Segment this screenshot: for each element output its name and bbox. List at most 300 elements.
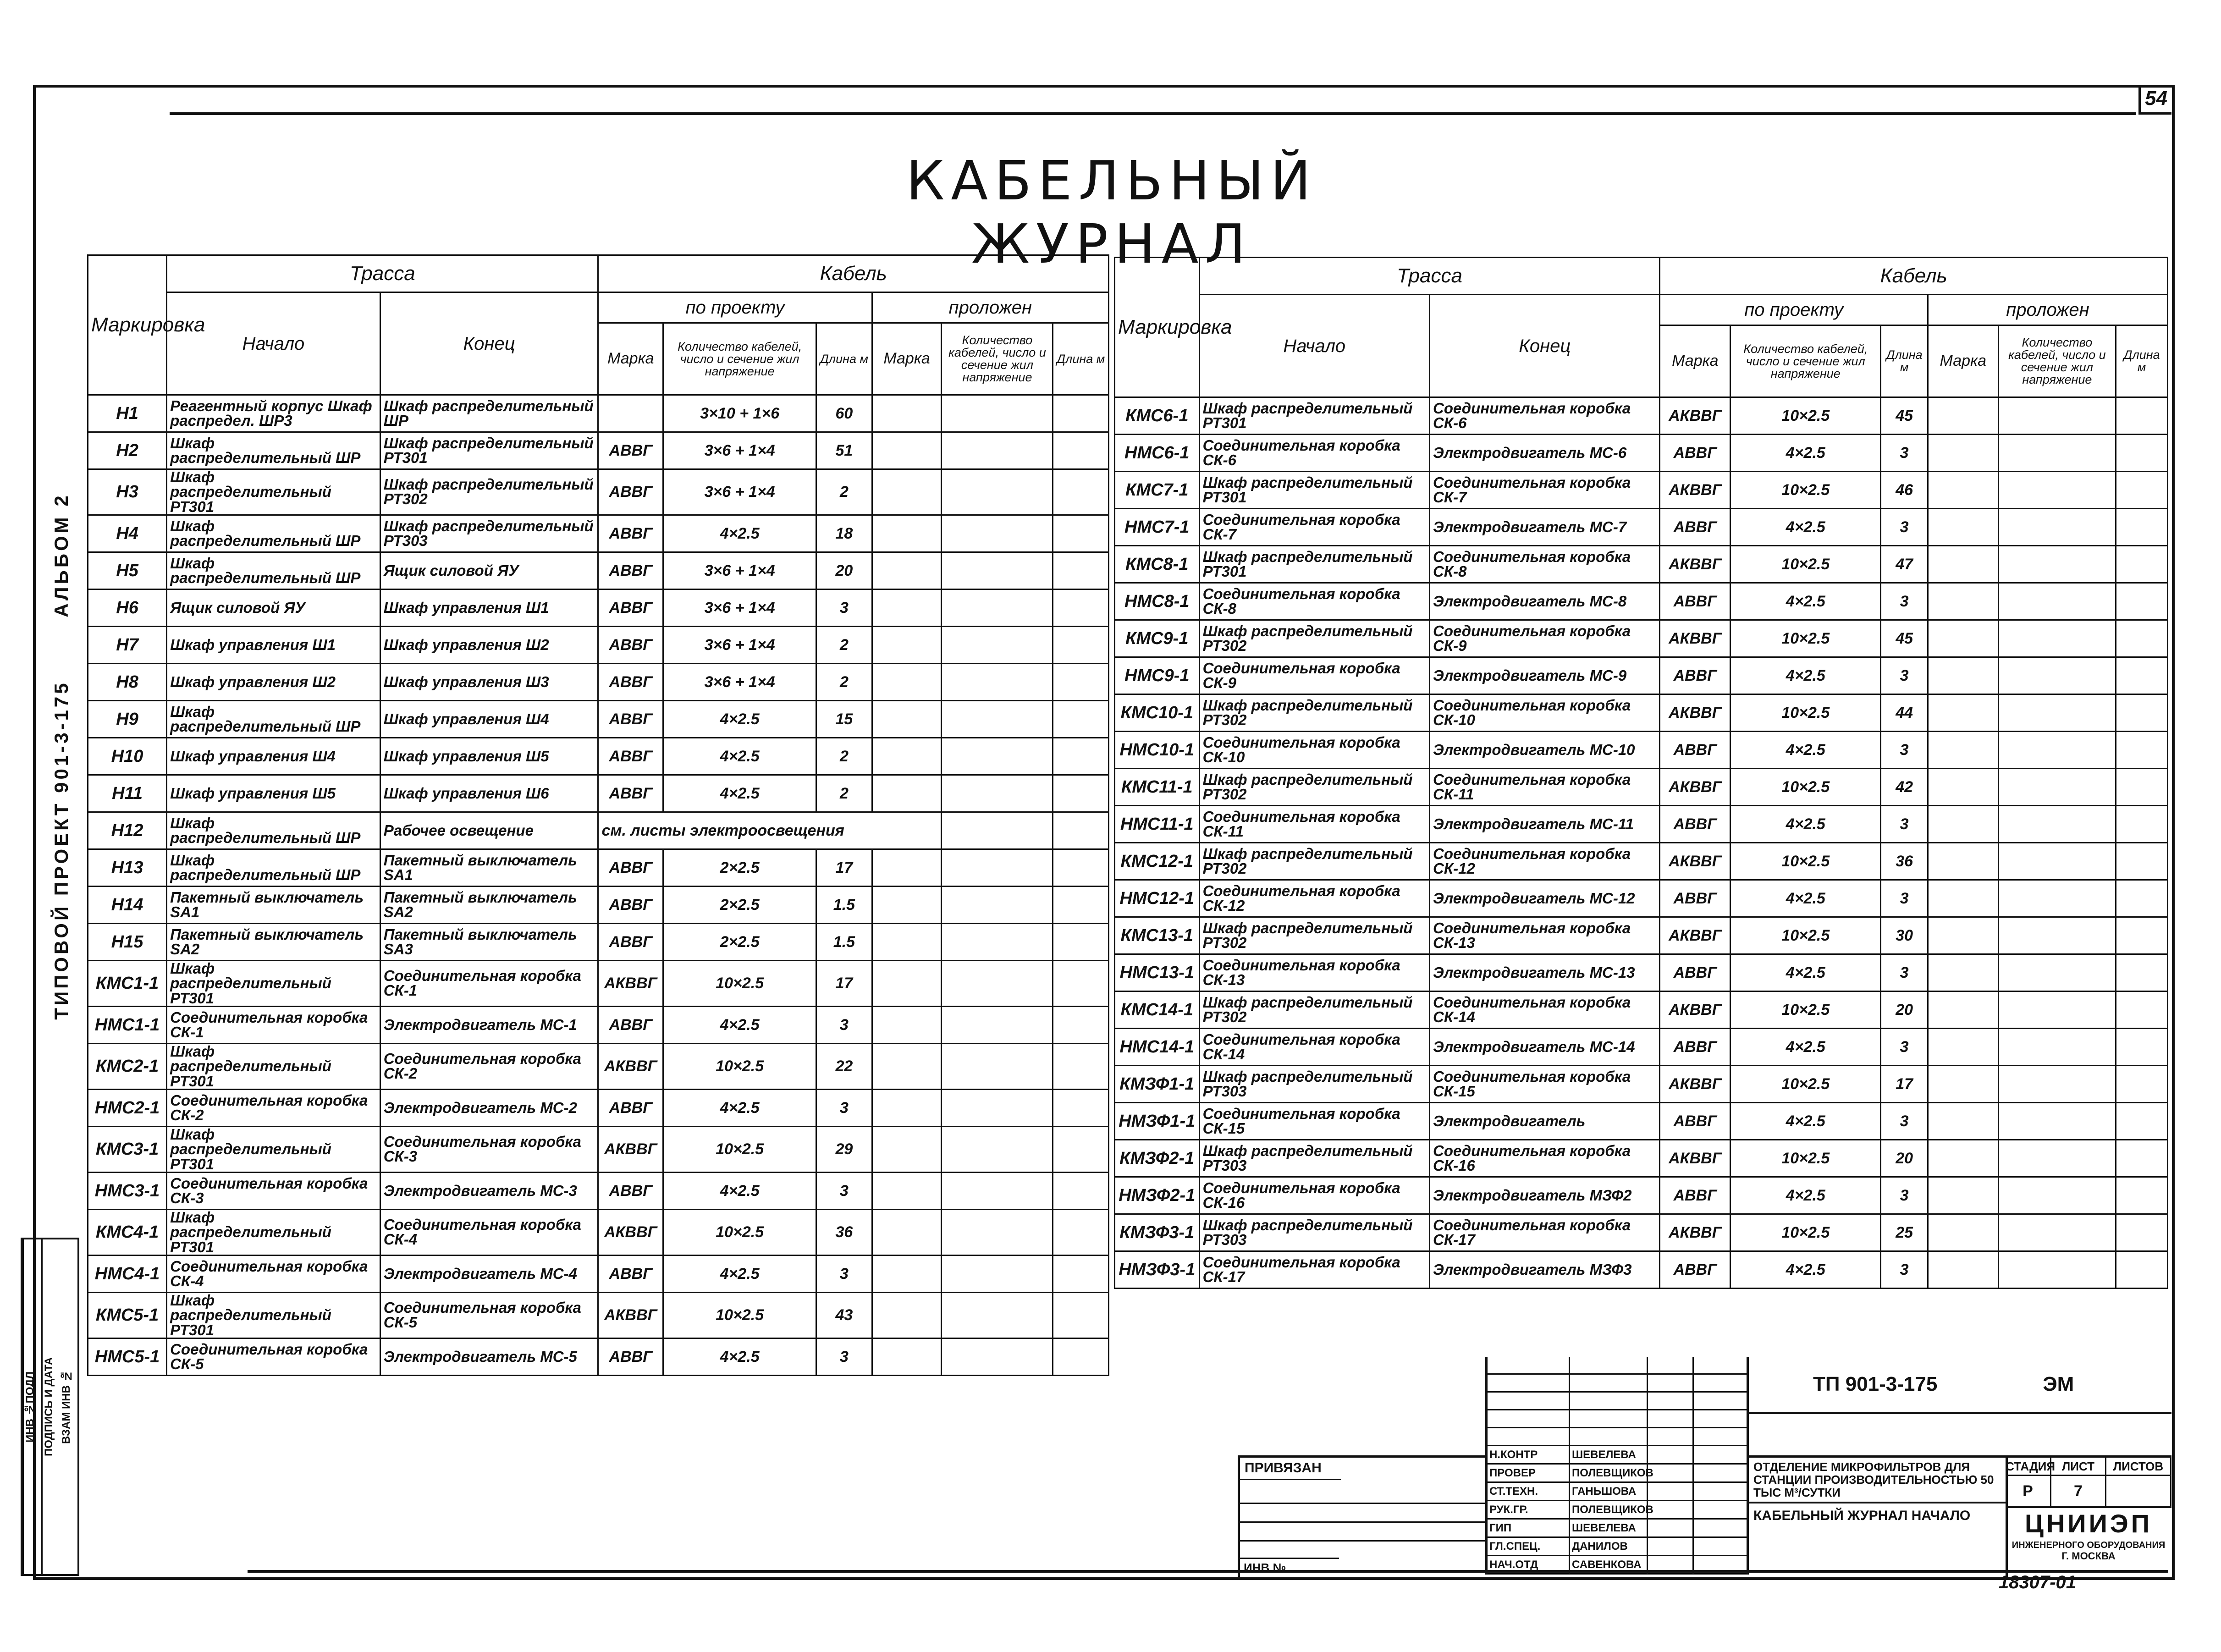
cell-cores-laid [942,515,1053,552]
cell-mark: АВВГ [1660,583,1731,620]
header-end-r: Конец [1430,295,1660,397]
cell-mark: АВВГ [598,663,663,700]
cell-start: Соединительная коробка СК-8 [1199,583,1429,620]
table-row [88,395,1109,432]
inventory-number: 18307-01 [1999,1572,2077,1592]
cell-marking: КМС1-1 [88,960,167,1006]
cell-length: 3 [816,1255,872,1292]
cell-end: Электродвигатель МС-3 [380,1172,598,1209]
cell-cores-laid [1998,880,2116,917]
sheets-label: ЛИСТОВ [2106,1458,2171,1476]
cell-cores: 4×2.5 [1731,880,1881,917]
header-cores-laid: Количество кабелей, число и сечение жил напряжение [942,323,1053,395]
table-row [1115,435,2168,472]
cell-mark-laid [872,775,942,812]
cell-length: 51 [816,432,872,469]
header-by-project-r: по проекту [1660,295,1928,325]
project-code: ТП 901-3-175 [1813,1373,1938,1395]
cell-mark: АВВГ [598,738,663,775]
cell-cores-laid [942,469,1053,515]
cell-start: Шкаф управления Ш1 [167,626,380,663]
cell-length: 42 [1881,769,1928,806]
cell-length-laid [2116,806,2168,843]
cell-length: 2 [816,775,872,812]
cell-length: 17 [816,849,872,886]
cell-cores-laid [942,700,1053,738]
cell-end: Электродвигатель МС-4 [380,1255,598,1292]
cell-start: Шкаф распределительный ШР [167,515,380,552]
cell-start: Соединительная коробка СК-4 [167,1255,380,1292]
cell-mark-laid [872,663,942,700]
cell-start: Соединительная коробка СК-12 [1199,880,1429,917]
cell-marking: КМЗФ3-1 [1115,1214,1200,1251]
table-row [1115,472,2168,509]
header-laid-r: проложен [1928,295,2167,325]
cell-length-laid [1053,812,1109,849]
cell-mark: АВВГ [598,1255,663,1292]
cell-marking: НМС3-1 [88,1172,167,1209]
cell-end: Соединительная коробка СК-3 [380,1126,598,1172]
cable-journal-table-right [1114,257,2168,1289]
cell-mark: АКВВГ [1660,1066,1731,1103]
cell-cores-laid [942,589,1053,626]
table-row [1115,843,2168,880]
cell-cores-laid [1998,694,2116,732]
table-row [1115,620,2168,657]
cell-end: Соединительная коробка СК-2 [380,1043,598,1089]
side-album: АЛЬБОМ 2 [50,493,72,617]
cell-cores: 4×2.5 [1731,1251,1881,1289]
cell-length: 60 [816,395,872,432]
binding-lines [1240,1485,1488,1558]
table-row [1115,583,2168,620]
cell-marking: Н6 [88,589,167,626]
cell-mark: АКВВГ [1660,843,1731,880]
table-row [1115,1103,2168,1140]
header-mark: Марка [598,323,663,395]
cell-length: 3 [1881,1177,1928,1214]
header-start-r: Начало [1199,295,1429,397]
cell-cores-laid [1998,954,2116,991]
cell-length-laid [1053,1043,1109,1089]
cell-length: 3 [816,1089,872,1126]
cell-length-laid [1053,432,1109,469]
organization-name: ЦНИИЭП [2025,1509,2152,1538]
sheet-value: 7 [2051,1476,2106,1508]
cell-mark-laid [1928,917,1998,954]
cell-length: 3 [1881,435,1928,472]
cell-length-laid [2116,954,2168,991]
cell-marking: Н14 [88,886,167,923]
cell-cores-laid [1998,1140,2116,1177]
strip-replace-inv: ВЗАМ ИНВ № [60,1370,72,1444]
cell-mark-laid [872,1255,942,1292]
cell-length: 3 [1881,1029,1928,1066]
organization-city: Г. МОСКВА [2061,1550,2116,1562]
role-2: СТ.ТЕХН. [1488,1483,1570,1501]
cell-cores-laid [942,1255,1053,1292]
cell-cores: 4×2.5 [1731,657,1881,694]
cell-start: Ящик силовой ЯУ [167,589,380,626]
cable-journal-table-left [87,254,1109,1376]
cell-length-laid [1053,1292,1109,1338]
cell-cores: 4×2.5 [1731,509,1881,546]
header-trassa-r: Трасса [1199,258,1660,295]
cell-end: Электродвигатель МС-10 [1430,732,1660,769]
cell-length: 17 [1881,1066,1928,1103]
cell-mark-laid [1928,620,1998,657]
role-0: Н.КОНТР [1488,1446,1570,1465]
cell-marking: НМС6-1 [1115,435,1200,472]
cell-cores-laid [1998,991,2116,1029]
cell-mark-laid [1928,397,1998,435]
cell-mark: АКВВГ [598,960,663,1006]
cell-length: 36 [816,1209,872,1255]
cell-end: Соединительная коробка СК-8 [1430,546,1660,583]
cell-length-laid [2116,880,2168,917]
sheet-label: ЛИСТ [2051,1458,2106,1476]
cell-cores: 3×6 + 1×4 [663,469,816,515]
cell-cores: 4×2.5 [1731,1177,1881,1214]
table-row [1115,1066,2168,1103]
cell-cores-laid [942,738,1053,775]
cell-marking: Н8 [88,663,167,700]
cell-length: 44 [1881,694,1928,732]
cell-marking: НМС11-1 [1115,806,1200,843]
cell-length: 3 [1881,1251,1928,1289]
cell-mark: АВВГ [598,1006,663,1043]
signature-6 [1648,1556,1694,1575]
cell-cores-laid [1998,1251,2116,1289]
cell-length: 18 [816,515,872,552]
cell-end: Шкаф управления Ш3 [380,663,598,700]
cell-mark: АКВВГ [1660,1140,1731,1177]
cell-length: 46 [1881,472,1928,509]
cell-cores: 10×2.5 [1731,1214,1881,1251]
cell-start: Шкаф распределительный ШР [167,700,380,738]
cell-start: Шкаф распределительный РТ303 [1199,1066,1429,1103]
cell-marking: НМС1-1 [88,1006,167,1043]
role-4: ГИП [1488,1520,1570,1538]
organization-sub: ИНЖЕНЕРНОГО ОБОРУДОВАНИЯ [2012,1540,2166,1550]
cell-end: Шкаф распределительный РТ303 [380,515,598,552]
cell-mark: АКВВГ [1660,472,1731,509]
cell-length-laid [2116,1140,2168,1177]
cell-length: 3 [1881,732,1928,769]
cell-start: Шкаф управления Ш4 [167,738,380,775]
cell-cores: 10×2.5 [1731,694,1881,732]
table-row [88,700,1109,738]
cell-mark-laid [872,589,942,626]
cell-end: Соединительная коробка СК-12 [1430,843,1660,880]
cell-length: 25 [1881,1214,1928,1251]
cell-mark-laid [872,1172,942,1209]
cell-cores: 3×6 + 1×4 [663,663,816,700]
header-kabel-r: Кабель [1660,258,2168,295]
cell-marking: КМС14-1 [1115,991,1200,1029]
cell-marking: НМС14-1 [1115,1029,1200,1066]
cell-end: Соединительная коробка СК-9 [1430,620,1660,657]
cell-mark-laid [1928,472,1998,509]
cell-length-laid [1053,775,1109,812]
cell-mark-laid [1928,769,1998,806]
cell-mark: АВВГ [1660,1103,1731,1140]
cell-cores-laid [1998,435,2116,472]
cell-end: Электродвигатель МС-1 [380,1006,598,1043]
cell-marking: Н12 [88,812,167,849]
cell-cores-laid [1998,769,2116,806]
table-row [1115,1214,2168,1251]
cell-cores-laid [1998,843,2116,880]
cell-start: Шкаф распределительный РТ303 [1199,1140,1429,1177]
cell-mark-laid [1928,1251,1998,1289]
cell-length-laid [1053,589,1109,626]
cell-end: Электродвигатель МС-11 [1430,806,1660,843]
cell-end: Электродвигатель МС-9 [1430,657,1660,694]
top-rule [170,112,2136,115]
cell-cores: 4×2.5 [663,1172,816,1209]
cell-length-laid [2116,1066,2168,1103]
cell-end: Электродвигатель МЗФ3 [1430,1251,1660,1289]
table-row [1115,880,2168,917]
cell-length: 3 [1881,1103,1928,1140]
cell-length-laid [1053,923,1109,960]
cell-mark: АВВГ [598,589,663,626]
organization-box [2006,1506,2171,1576]
table-row [88,1172,1109,1209]
cell-length: 36 [1881,843,1928,880]
cell-length: 3 [816,1172,872,1209]
header-trassa: Трасса [167,255,598,292]
cell-start: Шкаф распределительный ШР [167,432,380,469]
cell-mark: АВВГ [1660,1177,1731,1214]
cell-cores: 4×2.5 [1731,806,1881,843]
cell-cores: 2×2.5 [663,849,816,886]
cell-cores: 4×2.5 [663,775,816,812]
cell-cores: 3×6 + 1×4 [663,552,816,589]
header-cores-laid-r: Количество кабелей, число и сечение жил напряжение [1998,325,2116,397]
sheet-number: 54 [2138,85,2171,115]
cell-end: Электродвигатель МС-14 [1430,1029,1660,1066]
cell-end: Соединительная коробка СК-14 [1430,991,1660,1029]
name-0: ШЕВЕЛЕВА [1570,1446,1648,1465]
table-row [88,552,1109,589]
inventory-label: ИНВ № [1240,1558,1339,1577]
cell-mark: АВВГ [598,1089,663,1126]
cell-cores: 10×2.5 [1731,472,1881,509]
cell-marking: НМС8-1 [1115,583,1200,620]
cell-start: Шкаф распределительный РТ302 [1199,991,1429,1029]
table-row [88,886,1109,923]
cell-end: Электродвигатель МС-13 [1430,954,1660,991]
cell-mark [598,395,663,432]
cell-length: 3 [1881,954,1928,991]
cell-end: Электродвигатель МС-6 [1430,435,1660,472]
cell-end: Соединительная коробка СК-11 [1430,769,1660,806]
cell-length: 3 [816,1338,872,1375]
cell-cores: 10×2.5 [663,1043,816,1089]
cell-cores-laid [942,1089,1053,1126]
cell-mark-laid [872,552,942,589]
name-1: ПОЛЕВЩИКОВ [1570,1465,1648,1483]
cell-marking: КМС12-1 [1115,843,1200,880]
cell-mark: АВВГ [1660,1251,1731,1289]
signature-1 [1648,1465,1694,1483]
cell-length: 3 [816,589,872,626]
header-cores-r: Количество кабелей, число и сечение жил напряжение [1731,325,1881,397]
cell-cores-laid [942,1338,1053,1375]
cell-length: 2 [816,663,872,700]
header-laid: проложен [872,292,1108,323]
left-approval-strip [21,1238,79,1576]
cell-start: Шкаф распределительный РТ301 [167,1043,380,1089]
table-row [88,960,1109,1006]
cell-marking: НМЗФ2-1 [1115,1177,1200,1214]
cell-mark: АВВГ [598,849,663,886]
cell-end: Соединительная коробка СК-17 [1430,1214,1660,1251]
cell-start: Пакетный выключатель SA2 [167,923,380,960]
cell-mark-laid [1928,991,1998,1029]
cell-start: Соединительная коробка СК-6 [1199,435,1429,472]
table-row [88,1255,1109,1292]
cell-mark: АВВГ [1660,806,1731,843]
cell-length: 15 [816,700,872,738]
cell-start: Соединительная коробка СК-11 [1199,806,1429,843]
cell-length-laid [2116,917,2168,954]
cell-mark: АВВГ [1660,509,1731,546]
cell-length: 20 [1881,1140,1928,1177]
cell-start: Шкаф распределительный РТ301 [167,1126,380,1172]
cell-cores-laid [942,1043,1053,1089]
cell-cores-laid [942,663,1053,700]
cell-marking: КМС6-1 [1115,397,1200,435]
cell-mark: АКВВГ [1660,397,1731,435]
cell-start: Соединительная коробка СК-17 [1199,1251,1429,1289]
cell-mark-laid [872,1043,942,1089]
table-row [88,812,1109,849]
cell-marking: КМС4-1 [88,1209,167,1255]
title-block-right [1747,1357,2171,1575]
cell-cores: 4×2.5 [1731,954,1881,991]
cell-mark-laid [872,886,942,923]
cell-cores-laid [942,812,1053,849]
cell-cores-laid [1998,509,2116,546]
cell-length-laid [2116,769,2168,806]
header-start: Начало [167,292,380,395]
cell-length-laid [2116,694,2168,732]
cell-start: Шкаф распределительный РТ302 [1199,620,1429,657]
cell-mark-laid [1928,1177,1998,1214]
cell-cores: 4×2.5 [663,1255,816,1292]
cell-mark: АКВВГ [1660,991,1731,1029]
cell-start: Соединительная коробка СК-5 [167,1338,380,1375]
section-code: ЭМ [2043,1373,2074,1395]
cell-mark-laid [872,432,942,469]
cell-length: 17 [816,960,872,1006]
cell-mark-laid [1928,1103,1998,1140]
header-mark-r: Марка [1660,325,1731,397]
cell-length: 1.5 [816,923,872,960]
header-length: Длина м [816,323,872,395]
table-row [88,1006,1109,1043]
signature-0 [1648,1446,1694,1465]
cell-mark-laid [1928,583,1998,620]
cell-mark: АВВГ [598,1338,663,1375]
cell-marking: КМС9-1 [1115,620,1200,657]
cell-cores-laid [1998,1066,2116,1103]
cell-cores-laid [1998,1177,2116,1214]
cell-mark-laid [1928,694,1998,732]
role-6: НАЧ.ОТД [1488,1556,1570,1575]
stage-label: СТАДИЯ [2006,1458,2051,1476]
table-row [88,589,1109,626]
cell-mark-laid [872,515,942,552]
cell-marking: КМС7-1 [1115,472,1200,509]
cell-mark: АВВГ [598,515,663,552]
cell-mark-laid [1928,435,1998,472]
cell-start: Шкаф распределительный РТ302 [1199,769,1429,806]
strip-inv-no: ИНВ №ПОДЛ [22,1239,41,1574]
cell-cores: 4×2.5 [1731,583,1881,620]
header-mark-laid: Марка [872,323,942,395]
cell-cores: 4×2.5 [663,1338,816,1375]
cell-start: Шкаф распределительный РТ301 [1199,397,1429,435]
table-row [88,1089,1109,1126]
cell-cores: 10×2.5 [1731,769,1881,806]
cell-length-laid [1053,395,1109,432]
table-row [1115,546,2168,583]
cell-end: Шкаф распределительный ШР [380,395,598,432]
cell-cores-laid [942,1006,1053,1043]
cell-start: Соединительная коробка СК-7 [1199,509,1429,546]
cell-marking: КМС5-1 [88,1292,167,1338]
cell-length-laid [2116,1251,2168,1289]
cell-cores: 4×2.5 [663,515,816,552]
signature-5 [1648,1538,1694,1556]
cell-marking: Н3 [88,469,167,515]
cell-end: Пакетный выключатель SA2 [380,886,598,923]
binding-label: ПРИВЯЗАН [1240,1458,1341,1480]
cell-cores: 10×2.5 [663,1126,816,1172]
cell-start: Шкаф распределительный ШР [167,552,380,589]
cell-length: 22 [816,1043,872,1089]
cell-end: Шкаф управления Ш5 [380,738,598,775]
cell-start: Шкаф распределительный РТ302 [1199,917,1429,954]
cell-mark: АКВВГ [1660,620,1731,657]
cell-marking: Н7 [88,626,167,663]
cell-mark-laid [1928,732,1998,769]
cell-mark: АВВГ [1660,880,1731,917]
cell-marking: КМС13-1 [1115,917,1200,954]
table-row [88,1043,1109,1089]
cell-cores: 4×2.5 [663,738,816,775]
cell-length: 29 [816,1126,872,1172]
cell-length-laid [2116,509,2168,546]
cell-mark: АВВГ [1660,954,1731,991]
cell-marking: КМС3-1 [88,1126,167,1172]
cell-end: Электродвигатель МС-2 [380,1089,598,1126]
cell-cores-laid [942,432,1053,469]
cell-length-laid [1053,1209,1109,1255]
cell-start: Пакетный выключатель SA1 [167,886,380,923]
cell-cores-laid [1998,917,2116,954]
cell-mark-laid [872,700,942,738]
stage-value: Р [2006,1476,2051,1508]
cell-length: 43 [816,1292,872,1338]
cell-cores-laid [1998,583,2116,620]
cell-mark-laid [1928,657,1998,694]
cell-start: Шкаф распределительный ШР [167,812,380,849]
